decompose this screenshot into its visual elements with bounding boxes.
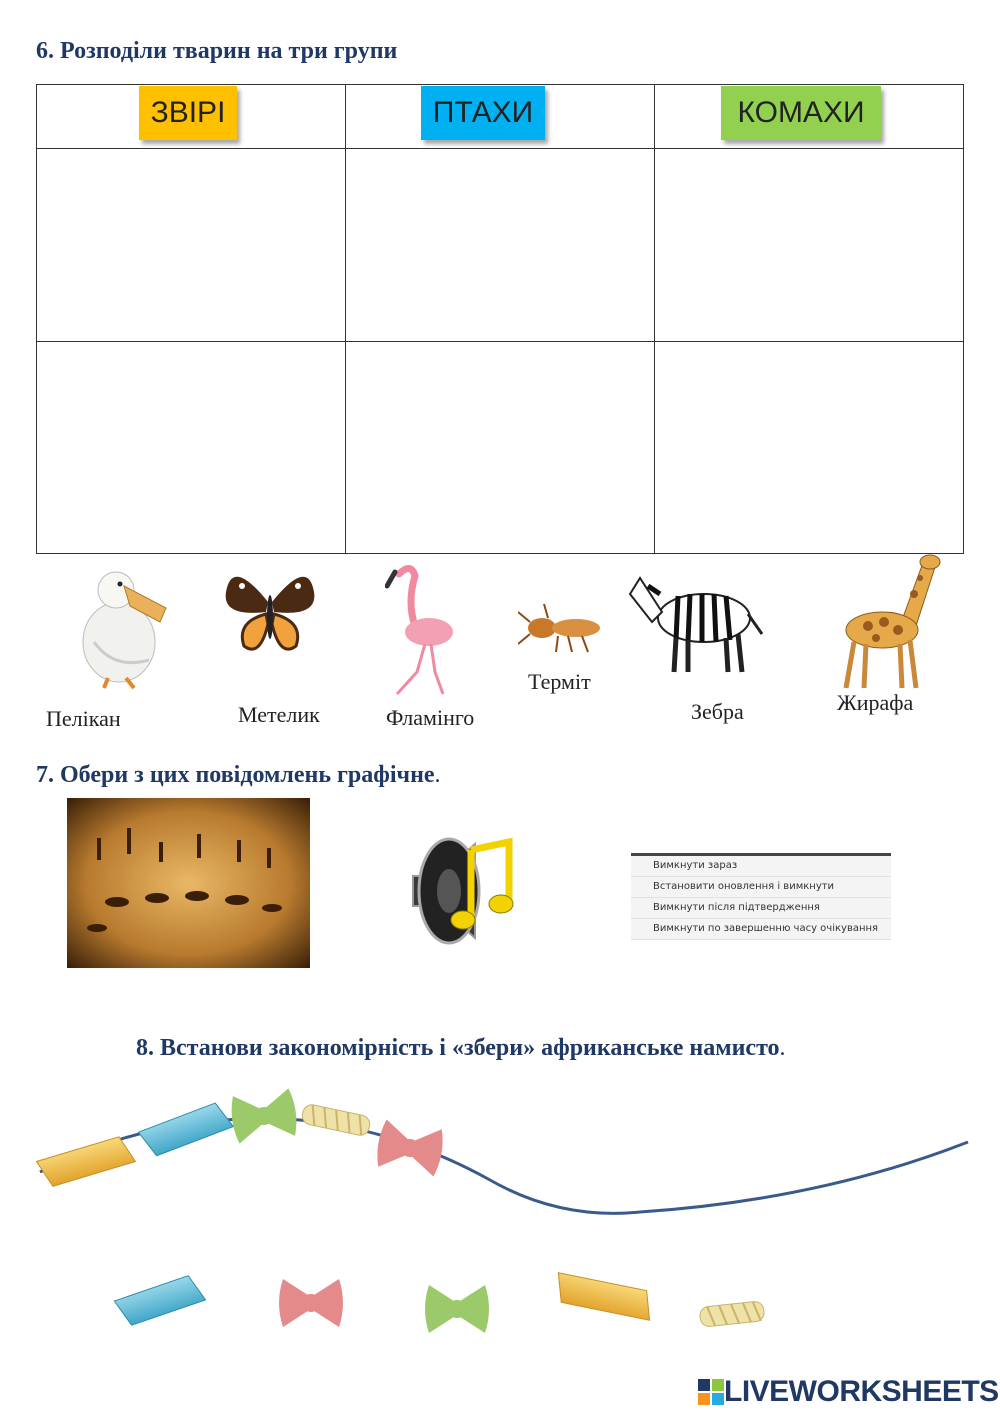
task8-title-end: . xyxy=(779,1035,786,1061)
music-note-head xyxy=(451,911,475,929)
header-beasts: ЗВІРІ xyxy=(139,86,237,140)
drop-zone-insects-2[interactable] xyxy=(655,342,962,552)
termite-image[interactable] xyxy=(518,600,604,656)
task6-number: 6. xyxy=(36,38,54,64)
drag-penne-blue[interactable] xyxy=(110,1270,206,1332)
cave-painting-image[interactable] xyxy=(67,798,310,968)
task7-title-end: . xyxy=(434,762,441,788)
liveworksheets-logo-icon xyxy=(698,1379,724,1405)
giraffe-image[interactable] xyxy=(832,550,942,692)
drag-bow-pink[interactable] xyxy=(276,1272,346,1334)
speaker-center xyxy=(437,869,461,913)
menu-item: Встановити оновлення і вимкнути xyxy=(631,877,891,898)
header-insects: КОМАХИ xyxy=(721,86,881,140)
butterfly-body xyxy=(267,595,273,639)
label-pelican[interactable]: Пелікан xyxy=(46,706,121,731)
flamingo-legs xyxy=(397,644,443,694)
task6-title xyxy=(36,38,397,65)
menu-item: Вимкнути по завершенню часу очікування xyxy=(631,919,891,940)
butterfly-wing-bl xyxy=(242,614,268,649)
task7-title-text: Обери з цих повідомлень графічне xyxy=(60,762,435,788)
zebra-head xyxy=(630,578,662,622)
flamingo-beak xyxy=(387,572,395,586)
cave-background xyxy=(67,798,310,968)
butterfly-image[interactable] xyxy=(222,562,318,662)
task7-title xyxy=(36,762,441,789)
termite-head xyxy=(528,618,556,638)
drag-fusilli[interactable] xyxy=(696,1294,768,1334)
shutdown-menu-image[interactable] xyxy=(631,853,891,939)
liveworksheets-logo-text: LIVEWORKSHEETS xyxy=(724,1375,999,1408)
butterfly-spot xyxy=(295,583,301,589)
zebra-image[interactable] xyxy=(626,564,766,676)
drop-zone-birds-1[interactable] xyxy=(346,149,653,340)
butterfly-spot xyxy=(239,583,245,589)
menu-item: Вимкнути зараз xyxy=(631,856,891,877)
termite-abdomen xyxy=(552,619,600,637)
liveworksheets-logo xyxy=(698,1375,999,1409)
zebra-tail xyxy=(748,614,762,634)
header-birds: ПТАХИ xyxy=(421,86,545,140)
giraffe-body xyxy=(846,612,918,648)
bow-pink-bead xyxy=(374,1119,445,1177)
task6-title-text: Розподіли тварин на три групи xyxy=(60,38,398,64)
pelican-image[interactable] xyxy=(64,560,170,690)
drop-zone-beasts-2[interactable] xyxy=(37,342,344,552)
drop-zone-birds-2[interactable] xyxy=(346,342,653,552)
butterfly-wing-br xyxy=(272,614,298,649)
menu-item: Вимкнути після підтвердження xyxy=(631,898,891,919)
task8-title-text: Встанови закономірність і «збери» африканське намисто xyxy=(160,1035,780,1061)
task7-number: 7. xyxy=(36,762,54,788)
fusilli-bead xyxy=(301,1103,372,1137)
penne-yellow-bead xyxy=(35,1134,136,1188)
drop-zone-beasts-1[interactable] xyxy=(37,149,344,340)
bow-green-bead xyxy=(229,1088,299,1144)
drag-penne-yellow[interactable] xyxy=(546,1266,658,1326)
label-butterfly[interactable]: Метелик xyxy=(238,702,320,727)
task8-title xyxy=(136,1035,786,1062)
label-giraffe[interactable]: Жирафа xyxy=(837,690,914,715)
label-termite[interactable]: Терміт xyxy=(528,669,591,694)
flamingo-neck xyxy=(399,568,415,626)
music-note-head xyxy=(489,895,513,913)
giraffe-head xyxy=(920,555,940,569)
drag-bow-green[interactable] xyxy=(422,1278,492,1340)
task8-number: 8. xyxy=(136,1035,154,1061)
penne-blue-bead xyxy=(137,1100,234,1159)
drop-zone-insects-1[interactable] xyxy=(655,149,962,340)
label-zebra[interactable]: Зебра xyxy=(691,699,744,724)
speaker-music-icon[interactable] xyxy=(405,826,517,956)
flamingo-body xyxy=(405,618,453,646)
flamingo-image[interactable] xyxy=(385,562,457,700)
pelican-eye xyxy=(118,582,123,587)
giraffe-neck xyxy=(902,560,936,626)
label-flamingo[interactable]: Фламінго xyxy=(386,705,475,730)
butterfly-wing-tl xyxy=(226,577,268,613)
butterfly-wing-tr xyxy=(272,577,314,613)
